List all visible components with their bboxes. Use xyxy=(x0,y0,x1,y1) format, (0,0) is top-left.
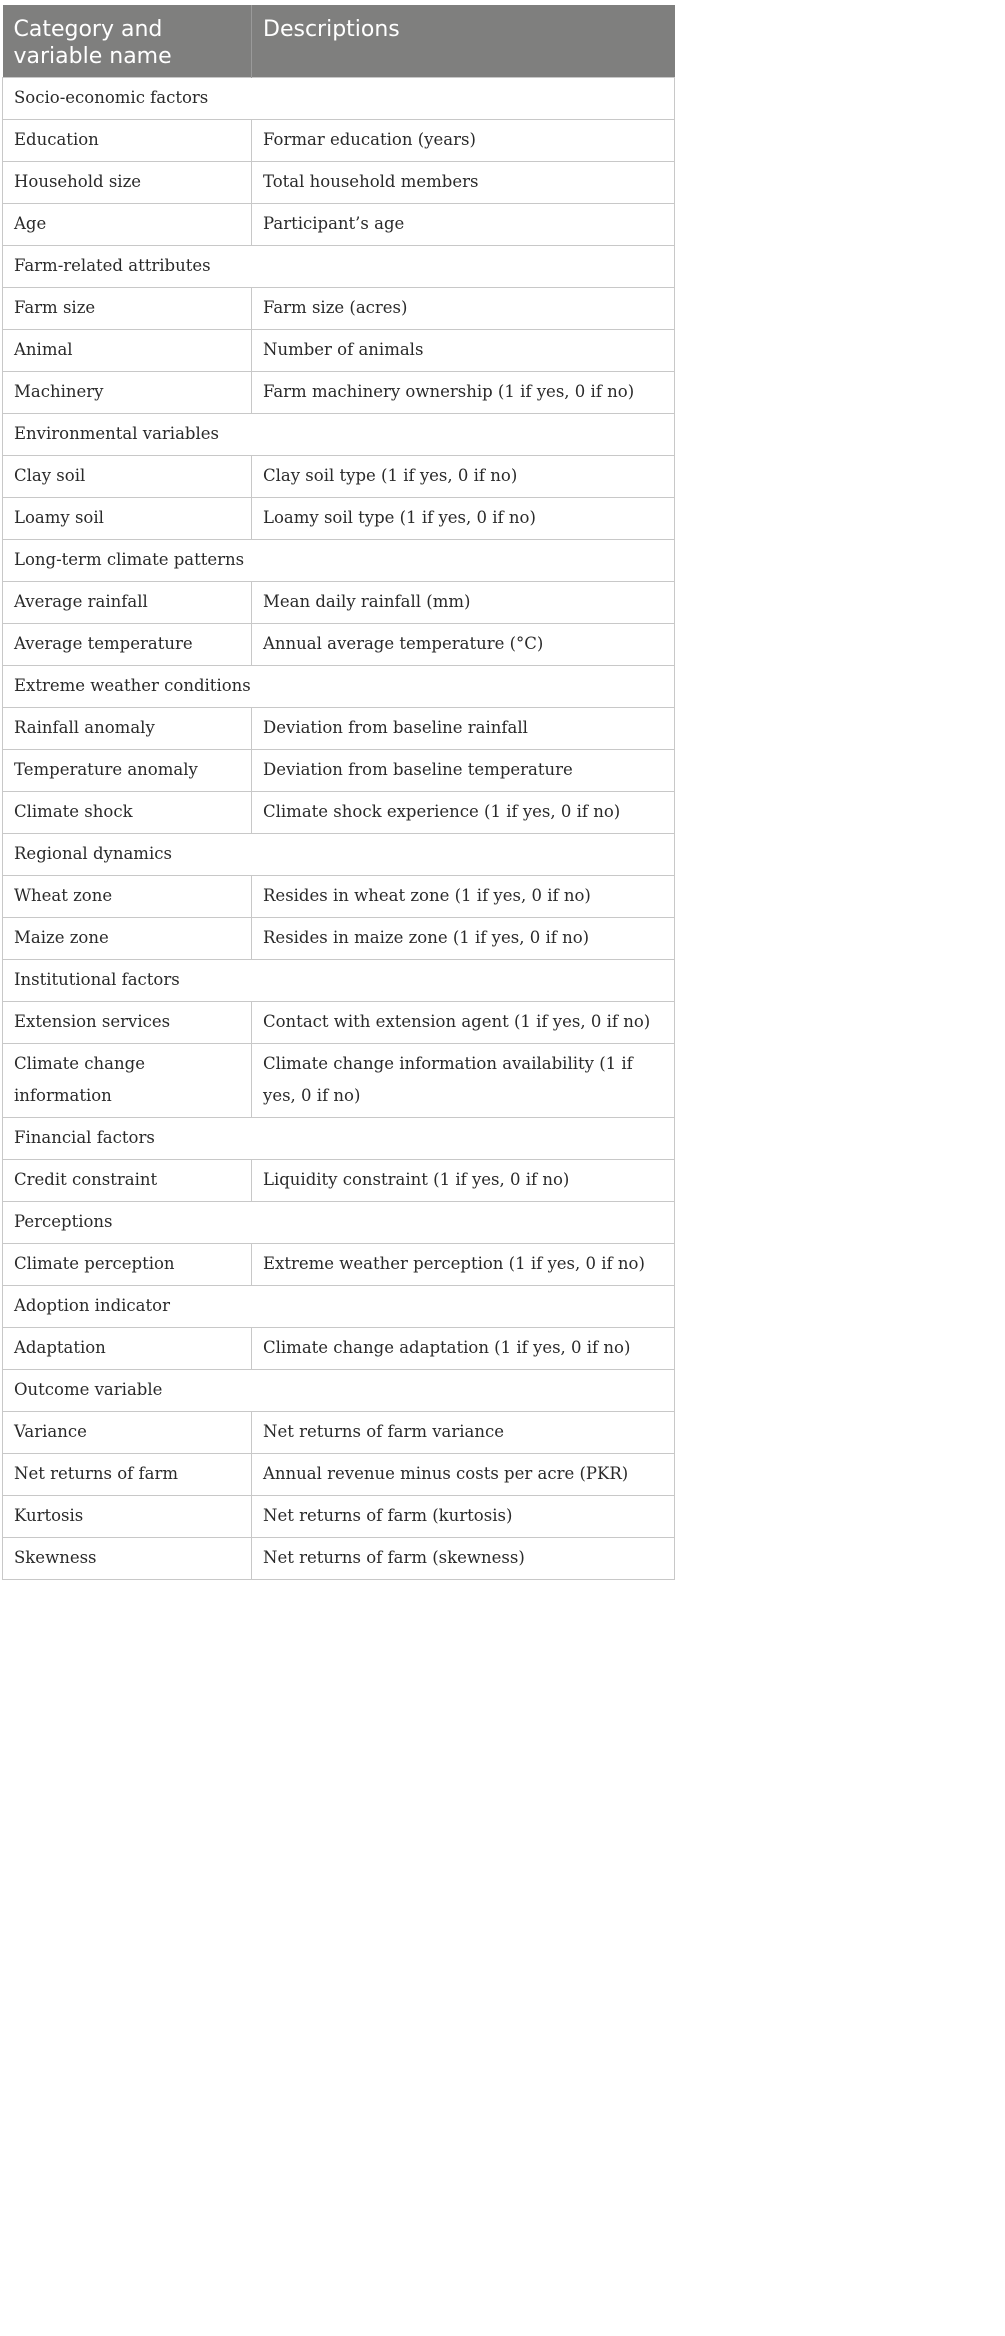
category-row xyxy=(3,834,675,876)
variable-row xyxy=(3,498,675,540)
variable-row xyxy=(3,120,675,162)
variable-description: Formar education (years) xyxy=(252,120,675,162)
category-label: Adoption indicator xyxy=(3,1286,675,1328)
variable-name: Wheat zone xyxy=(3,876,252,918)
variable-name: Farm size xyxy=(3,288,252,330)
variable-description: Resides in maize zone (1 if yes, 0 if no) xyxy=(252,918,675,960)
variable-row xyxy=(3,582,675,624)
variables-table xyxy=(2,5,675,1580)
variable-name: Skewness xyxy=(3,1538,252,1580)
variable-description: Number of animals xyxy=(252,330,675,372)
category-label: Perceptions xyxy=(3,1202,675,1244)
category-row xyxy=(3,78,675,120)
category-row xyxy=(3,414,675,456)
variable-name: Loamy soil xyxy=(3,498,252,540)
category-label: Institutional factors xyxy=(3,960,675,1002)
variable-row xyxy=(3,1044,675,1118)
variable-name: Climate change information xyxy=(3,1044,252,1118)
variable-row xyxy=(3,204,675,246)
variable-description: Extreme weather perception (1 if yes, 0 if no) xyxy=(252,1244,675,1286)
variable-name: Household size xyxy=(3,162,252,204)
category-label: Financial factors xyxy=(3,1118,675,1160)
variable-row xyxy=(3,1412,675,1454)
category-label: Socio-economic factors xyxy=(3,78,675,120)
variable-description: Mean daily rainfall (mm) xyxy=(252,582,675,624)
variable-row xyxy=(3,1454,675,1496)
variable-row xyxy=(3,288,675,330)
category-row xyxy=(3,1370,675,1412)
variable-row xyxy=(3,162,675,204)
variable-name: Machinery xyxy=(3,372,252,414)
category-row xyxy=(3,1118,675,1160)
variable-description: Net returns of farm (skewness) xyxy=(252,1538,675,1580)
variable-name: Average temperature xyxy=(3,624,252,666)
variable-name: Age xyxy=(3,204,252,246)
variable-name: Temperature anomaly xyxy=(3,750,252,792)
category-row xyxy=(3,666,675,708)
variable-description: Contact with extension agent (1 if yes, 0 if no) xyxy=(252,1002,675,1044)
category-label: Long-term climate patterns xyxy=(3,540,675,582)
variable-description: Liquidity constraint (1 if yes, 0 if no) xyxy=(252,1160,675,1202)
category-row xyxy=(3,1286,675,1328)
header-descriptions: Descriptions xyxy=(252,5,675,78)
variable-name: Maize zone xyxy=(3,918,252,960)
variable-description: Net returns of farm (kurtosis) xyxy=(252,1496,675,1538)
variable-name: Rainfall anomaly xyxy=(3,708,252,750)
variable-description: Loamy soil type (1 if yes, 0 if no) xyxy=(252,498,675,540)
variable-row xyxy=(3,1328,675,1370)
variable-description: Farm size (acres) xyxy=(252,288,675,330)
variable-name: Climate perception xyxy=(3,1244,252,1286)
variable-name: Net returns of farm xyxy=(3,1454,252,1496)
variable-name: Extension services xyxy=(3,1002,252,1044)
category-label: Farm-related attributes xyxy=(3,246,675,288)
category-row xyxy=(3,246,675,288)
variable-description: Climate change adaptation (1 if yes, 0 if no) xyxy=(252,1328,675,1370)
variable-row xyxy=(3,456,675,498)
variable-name: Climate shock xyxy=(3,792,252,834)
variable-description: Climate shock experience (1 if yes, 0 if no) xyxy=(252,792,675,834)
variable-name: Credit constraint xyxy=(3,1160,252,1202)
variable-description: Net returns of farm variance xyxy=(252,1412,675,1454)
variable-row xyxy=(3,1244,675,1286)
variable-row xyxy=(3,792,675,834)
variable-name: Variance xyxy=(3,1412,252,1454)
variable-row xyxy=(3,624,675,666)
category-row xyxy=(3,960,675,1002)
variable-name: Education xyxy=(3,120,252,162)
variable-row xyxy=(3,372,675,414)
table-header xyxy=(3,5,675,78)
variable-description: Annual average temperature (°C) xyxy=(252,624,675,666)
variable-description: Total household members xyxy=(252,162,675,204)
variable-name: Animal xyxy=(3,330,252,372)
variable-name: Clay soil xyxy=(3,456,252,498)
category-row xyxy=(3,540,675,582)
variable-row xyxy=(3,918,675,960)
category-label: Extreme weather conditions xyxy=(3,666,675,708)
variable-row xyxy=(3,1002,675,1044)
category-label: Regional dynamics xyxy=(3,834,675,876)
variable-row xyxy=(3,1496,675,1538)
variable-description: Clay soil type (1 if yes, 0 if no) xyxy=(252,456,675,498)
variable-description: Deviation from baseline rainfall xyxy=(252,708,675,750)
header-row xyxy=(3,5,675,78)
variable-name: Adaptation xyxy=(3,1328,252,1370)
variable-row xyxy=(3,708,675,750)
header-category-variable-name: Category and variable name xyxy=(3,5,252,78)
variable-row xyxy=(3,330,675,372)
variable-description: Climate change information availability (1 if yes, 0 if no) xyxy=(252,1044,675,1118)
variable-description: Farm machinery ownership (1 if yes, 0 if no) xyxy=(252,372,675,414)
category-label: Outcome variable xyxy=(3,1370,675,1412)
category-label: Environmental variables xyxy=(3,414,675,456)
variable-description: Participant’s age xyxy=(252,204,675,246)
variable-name: Average rainfall xyxy=(3,582,252,624)
table-body xyxy=(3,78,675,1580)
variable-name: Kurtosis xyxy=(3,1496,252,1538)
variable-row xyxy=(3,750,675,792)
variable-description: Deviation from baseline temperature xyxy=(252,750,675,792)
variable-description: Resides in wheat zone (1 if yes, 0 if no) xyxy=(252,876,675,918)
variable-row xyxy=(3,876,675,918)
variable-description: Annual revenue minus costs per acre (PKR) xyxy=(252,1454,675,1496)
variable-row xyxy=(3,1538,675,1580)
variable-row xyxy=(3,1160,675,1202)
category-row xyxy=(3,1202,675,1244)
